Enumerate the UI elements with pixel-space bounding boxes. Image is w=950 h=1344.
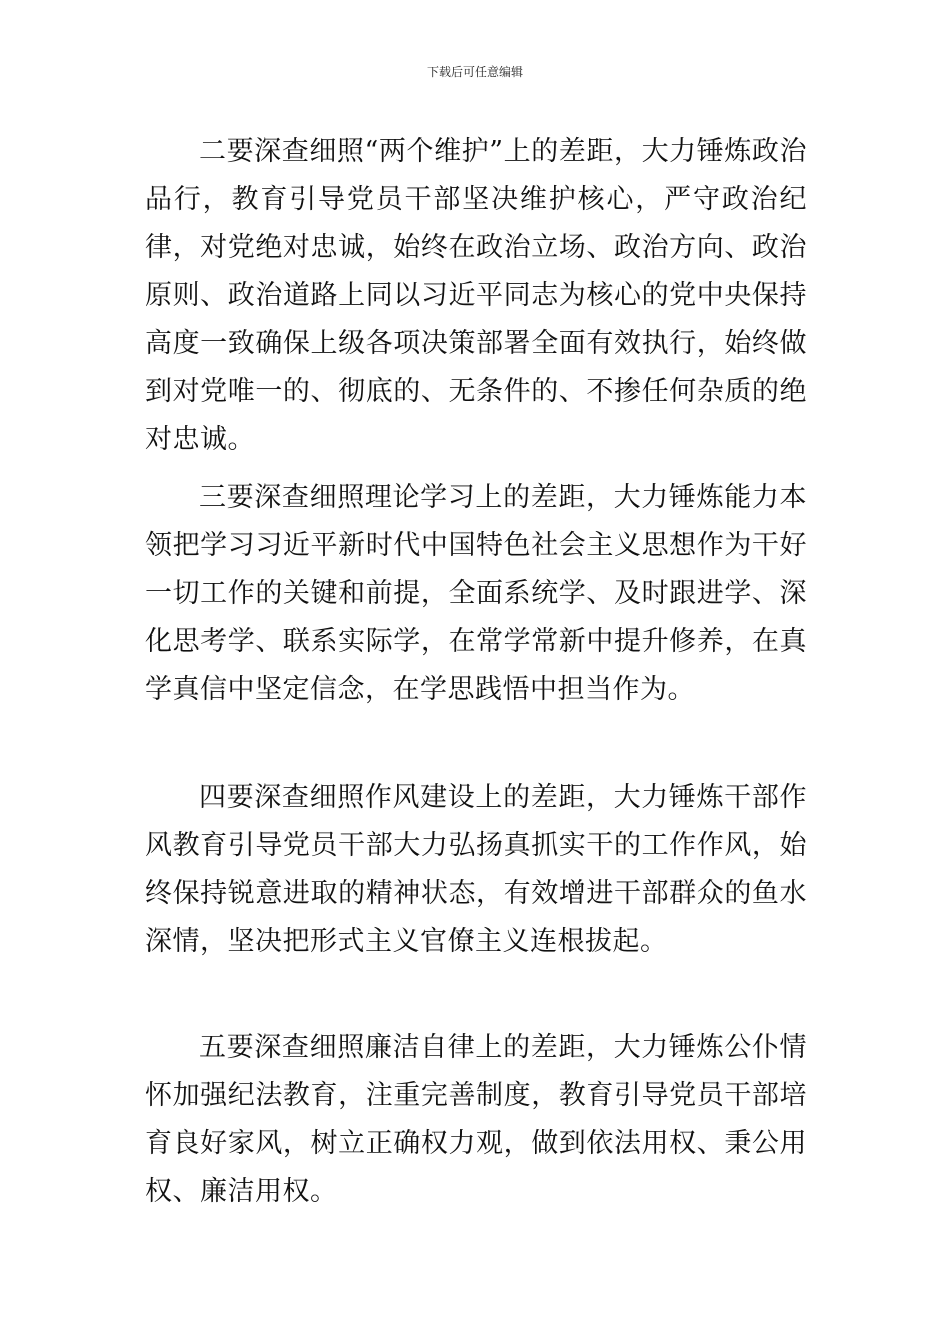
paragraph-work-style: 四要深查细照作风建设上的差距，大力锤炼干部作风教育引导党员干部大力弘扬真抓实干的工作作风，始终保持锐意进取的精神状态，有效增进干部群众的鱼水深情，坚决把形式主义官僚主义连根拔起。: [145, 782, 807, 957]
paragraph-theory-study: 三要深查细照理论学习上的差距，大力锤炼能力本领把学习习近平新时代中国特色社会主义思想作为干好一切工作的关键和前提，全面系统学、及时跟进学、深化思考学、联系实际学，在常学常新中提升修养，在真学真信中坚定信念，在学思践悟中担当作为。: [145, 482, 807, 705]
paragraph-integrity: 五要深查细照廉洁自律上的差距，大力锤炼公仆情怀加强纪法教育，注重完善制度，教育引导党员干部培育良好家风，树立正确权力观，做到依法用权、秉公用权、廉洁用权。: [145, 1032, 807, 1207]
header-note: 下载后可任意编辑: [426, 65, 523, 79]
paragraph-political-loyalty: 二要深查细照“两个维护”上的差距，大力锤炼政治品行，教育引导党员干部坚决维护核心，严守政治纪律，对党绝对忠诚，始终在政治立场、政治方向、政治原则、政治道路上同以习近平同志为核心的党中央保持高度一致确保上级各项决策部署全面有效执行，始终做到对党唯一的、彻底的、无条件的、不掺任何杂质的绝对忠诚。: [145, 136, 807, 455]
